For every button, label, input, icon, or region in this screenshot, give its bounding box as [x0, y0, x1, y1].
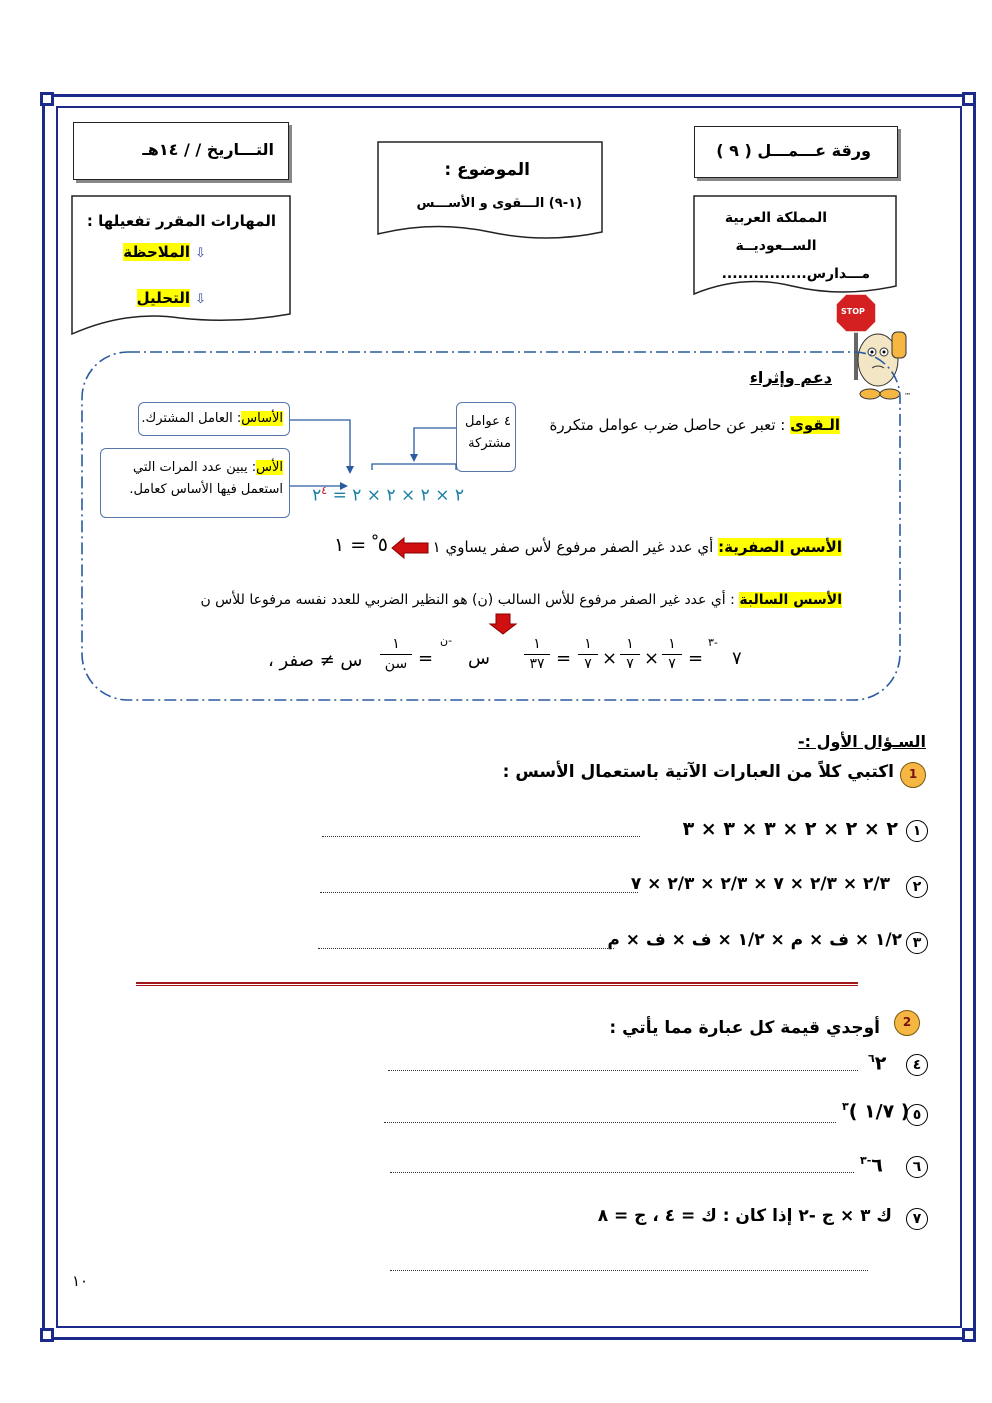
- date-label: التـــاريخ / / ١٤هـ: [142, 140, 274, 159]
- base-label: الأساس: [241, 411, 283, 426]
- term-num: ١: [584, 636, 592, 652]
- fraction-bar: [578, 654, 598, 655]
- answer-line[interactable]: [390, 1172, 854, 1173]
- exponent-callout: [100, 448, 290, 518]
- base-callout: [138, 402, 290, 436]
- answer-line[interactable]: [320, 892, 638, 893]
- negative-exponent-example: [268, 634, 768, 684]
- example-expr: ٢ × ٢ × ٢ × ٢ = ٢: [312, 485, 464, 506]
- question-badge: 2: [894, 1010, 920, 1036]
- result-frac-den: ٣٧: [529, 656, 545, 672]
- school-line-3: مـــدارس................: [721, 266, 870, 282]
- negative-label: الأسس السالبة: [739, 592, 842, 608]
- exponent-label: الأس: [256, 460, 283, 475]
- neg-example-exp: -٣: [708, 636, 718, 649]
- item-number: ٢: [906, 876, 928, 898]
- factors-line-1: ٤ عوامل: [464, 414, 511, 429]
- question-2-instruction: أوجدي قيمة كل عبارة مما يأتي :: [609, 1018, 880, 1038]
- zero-text: أي عدد غير الصفر مرفوع لأس صفر يساوي ١: [432, 538, 714, 556]
- times-sign: ×: [602, 648, 618, 669]
- q2-exp: -٣: [860, 1154, 872, 1167]
- general-condition: ، س ≠ صفر: [268, 650, 363, 671]
- item-number: ٧: [906, 1208, 928, 1230]
- stop-sign-text: STOP: [841, 307, 865, 316]
- skill-item: [120, 242, 206, 261]
- result-frac-num: ١: [533, 636, 541, 652]
- q2-expression: [868, 1052, 886, 1074]
- q2-base: ٦: [871, 1154, 883, 1177]
- item-number: ٦: [906, 1156, 928, 1178]
- worksheet-title-box: [694, 126, 898, 178]
- times-sign: ×: [644, 648, 660, 669]
- fraction-bar: [620, 654, 640, 655]
- term-den: ٧: [668, 656, 676, 672]
- question-1-title: السـؤال الأول :-: [797, 732, 926, 751]
- worksheet-title: ورقة عـــمـــل ( ٩ ): [716, 141, 871, 160]
- date-box: [73, 122, 289, 180]
- red-left-arrow-icon: [390, 536, 430, 560]
- corner-ornament: [40, 1328, 54, 1342]
- corner-ornament: [962, 92, 976, 106]
- term-den: ٧: [584, 656, 592, 672]
- powers-text: : تعبر عن حاصل ضرب عوامل متكررة: [549, 416, 786, 434]
- enrichment-title: دعم وإثراء: [749, 368, 832, 387]
- zero-example: ٥ ْ = ١: [333, 534, 388, 556]
- zero-label: الأسس الصفرية:: [718, 538, 842, 556]
- neg-example-base: ٧: [732, 648, 742, 669]
- school-line-1: المملكة العربية: [724, 210, 828, 226]
- q1-expression: ٢ × ٢ × ٢ × ٣ × ٣ × ٣: [682, 818, 898, 840]
- equals-sign: =: [688, 648, 704, 669]
- page-number: ١٠: [72, 1272, 89, 1290]
- equals-sign: =: [418, 648, 434, 669]
- q2-exp: ٣: [842, 1100, 849, 1113]
- item-number: ١: [906, 820, 928, 842]
- general-frac-num: ١: [392, 636, 400, 652]
- answer-line[interactable]: [322, 836, 640, 837]
- answer-line[interactable]: [318, 948, 614, 949]
- bullet-arrow-icon: ⇩: [195, 292, 206, 307]
- corner-ornament: [962, 1328, 976, 1342]
- general-base: س: [468, 648, 490, 669]
- base-text: : العامل المشترك.: [141, 411, 242, 426]
- question-badge: 1: [900, 762, 926, 788]
- q2-base: ٢: [874, 1052, 887, 1075]
- zero-exponent-rule: [430, 538, 842, 556]
- skill-label: التحليل: [136, 289, 190, 307]
- skills-title: المهارات المقرر تفعيلها :: [86, 212, 276, 230]
- negative-text: : أي عدد غير الصفر مرفوع للأس السالب (ن) هو النظير الضربي للعدد نفسه مرفوعا للأس ن: [200, 592, 735, 608]
- corner-ornament: [40, 92, 54, 106]
- fraction-bar: [524, 654, 550, 655]
- answer-line[interactable]: [384, 1122, 836, 1123]
- negative-exponent-rule: [136, 592, 842, 608]
- example-power: ٤: [321, 484, 328, 497]
- equals-sign: =: [556, 648, 572, 669]
- skill-label: الملاحظة: [123, 243, 190, 261]
- q2-expression: [842, 1100, 909, 1122]
- item-number: ٤: [906, 1054, 928, 1076]
- term-num: ١: [668, 636, 676, 652]
- fraction-bar: [380, 654, 412, 655]
- answer-line[interactable]: [390, 1270, 868, 1271]
- term-num: ١: [626, 636, 634, 652]
- fraction-bar: [662, 654, 682, 655]
- skill-item: [120, 288, 206, 307]
- q1-expression: ٢/٣ × ٢/٣ × ٧ × ٢/٣ × ٢/٣ × ٧: [630, 874, 890, 894]
- q2-exp: ٦: [868, 1052, 875, 1065]
- term-den: ٧: [626, 656, 634, 672]
- answer-line[interactable]: [388, 1070, 858, 1071]
- school-line-2: الســعوديــة: [735, 238, 817, 254]
- general-exp: -ن: [440, 634, 453, 647]
- q2-expression: [860, 1154, 883, 1176]
- topic-label: الموضوع :: [444, 160, 530, 180]
- bullet-arrow-icon: ⇩: [195, 246, 206, 261]
- red-down-arrow-icon: [488, 612, 518, 636]
- section-divider: [136, 982, 858, 986]
- trademark: ™: [904, 392, 911, 400]
- q2-base: ( ١/٧ ): [848, 1100, 910, 1123]
- q2-expression: ك ٣ × ج -٢ إذا كان : ك = ٤ ، ج = ٨: [597, 1206, 892, 1226]
- factors-line-2: مشتركة: [468, 436, 511, 451]
- topic-value: (١-٩) الـــقوى و الأســـس: [416, 196, 582, 211]
- powers-label: الـقوى: [790, 416, 840, 434]
- item-number: ٣: [906, 932, 928, 954]
- general-frac-den: سن: [384, 656, 408, 672]
- question-1-instruction: اكتبي كلاً من العبارات الآتية باستعمال الأسس :: [502, 762, 894, 782]
- q1-expression: ١/٢ × ف × م × ١/٢ × ف × ف × م: [607, 930, 902, 950]
- topic-box: [376, 140, 606, 248]
- exponent-text: : يبين عدد المرات التي استعمل فيها الأساس كعامل.: [129, 460, 283, 497]
- example-expression: [312, 484, 464, 506]
- item-number: ٥: [906, 1104, 928, 1126]
